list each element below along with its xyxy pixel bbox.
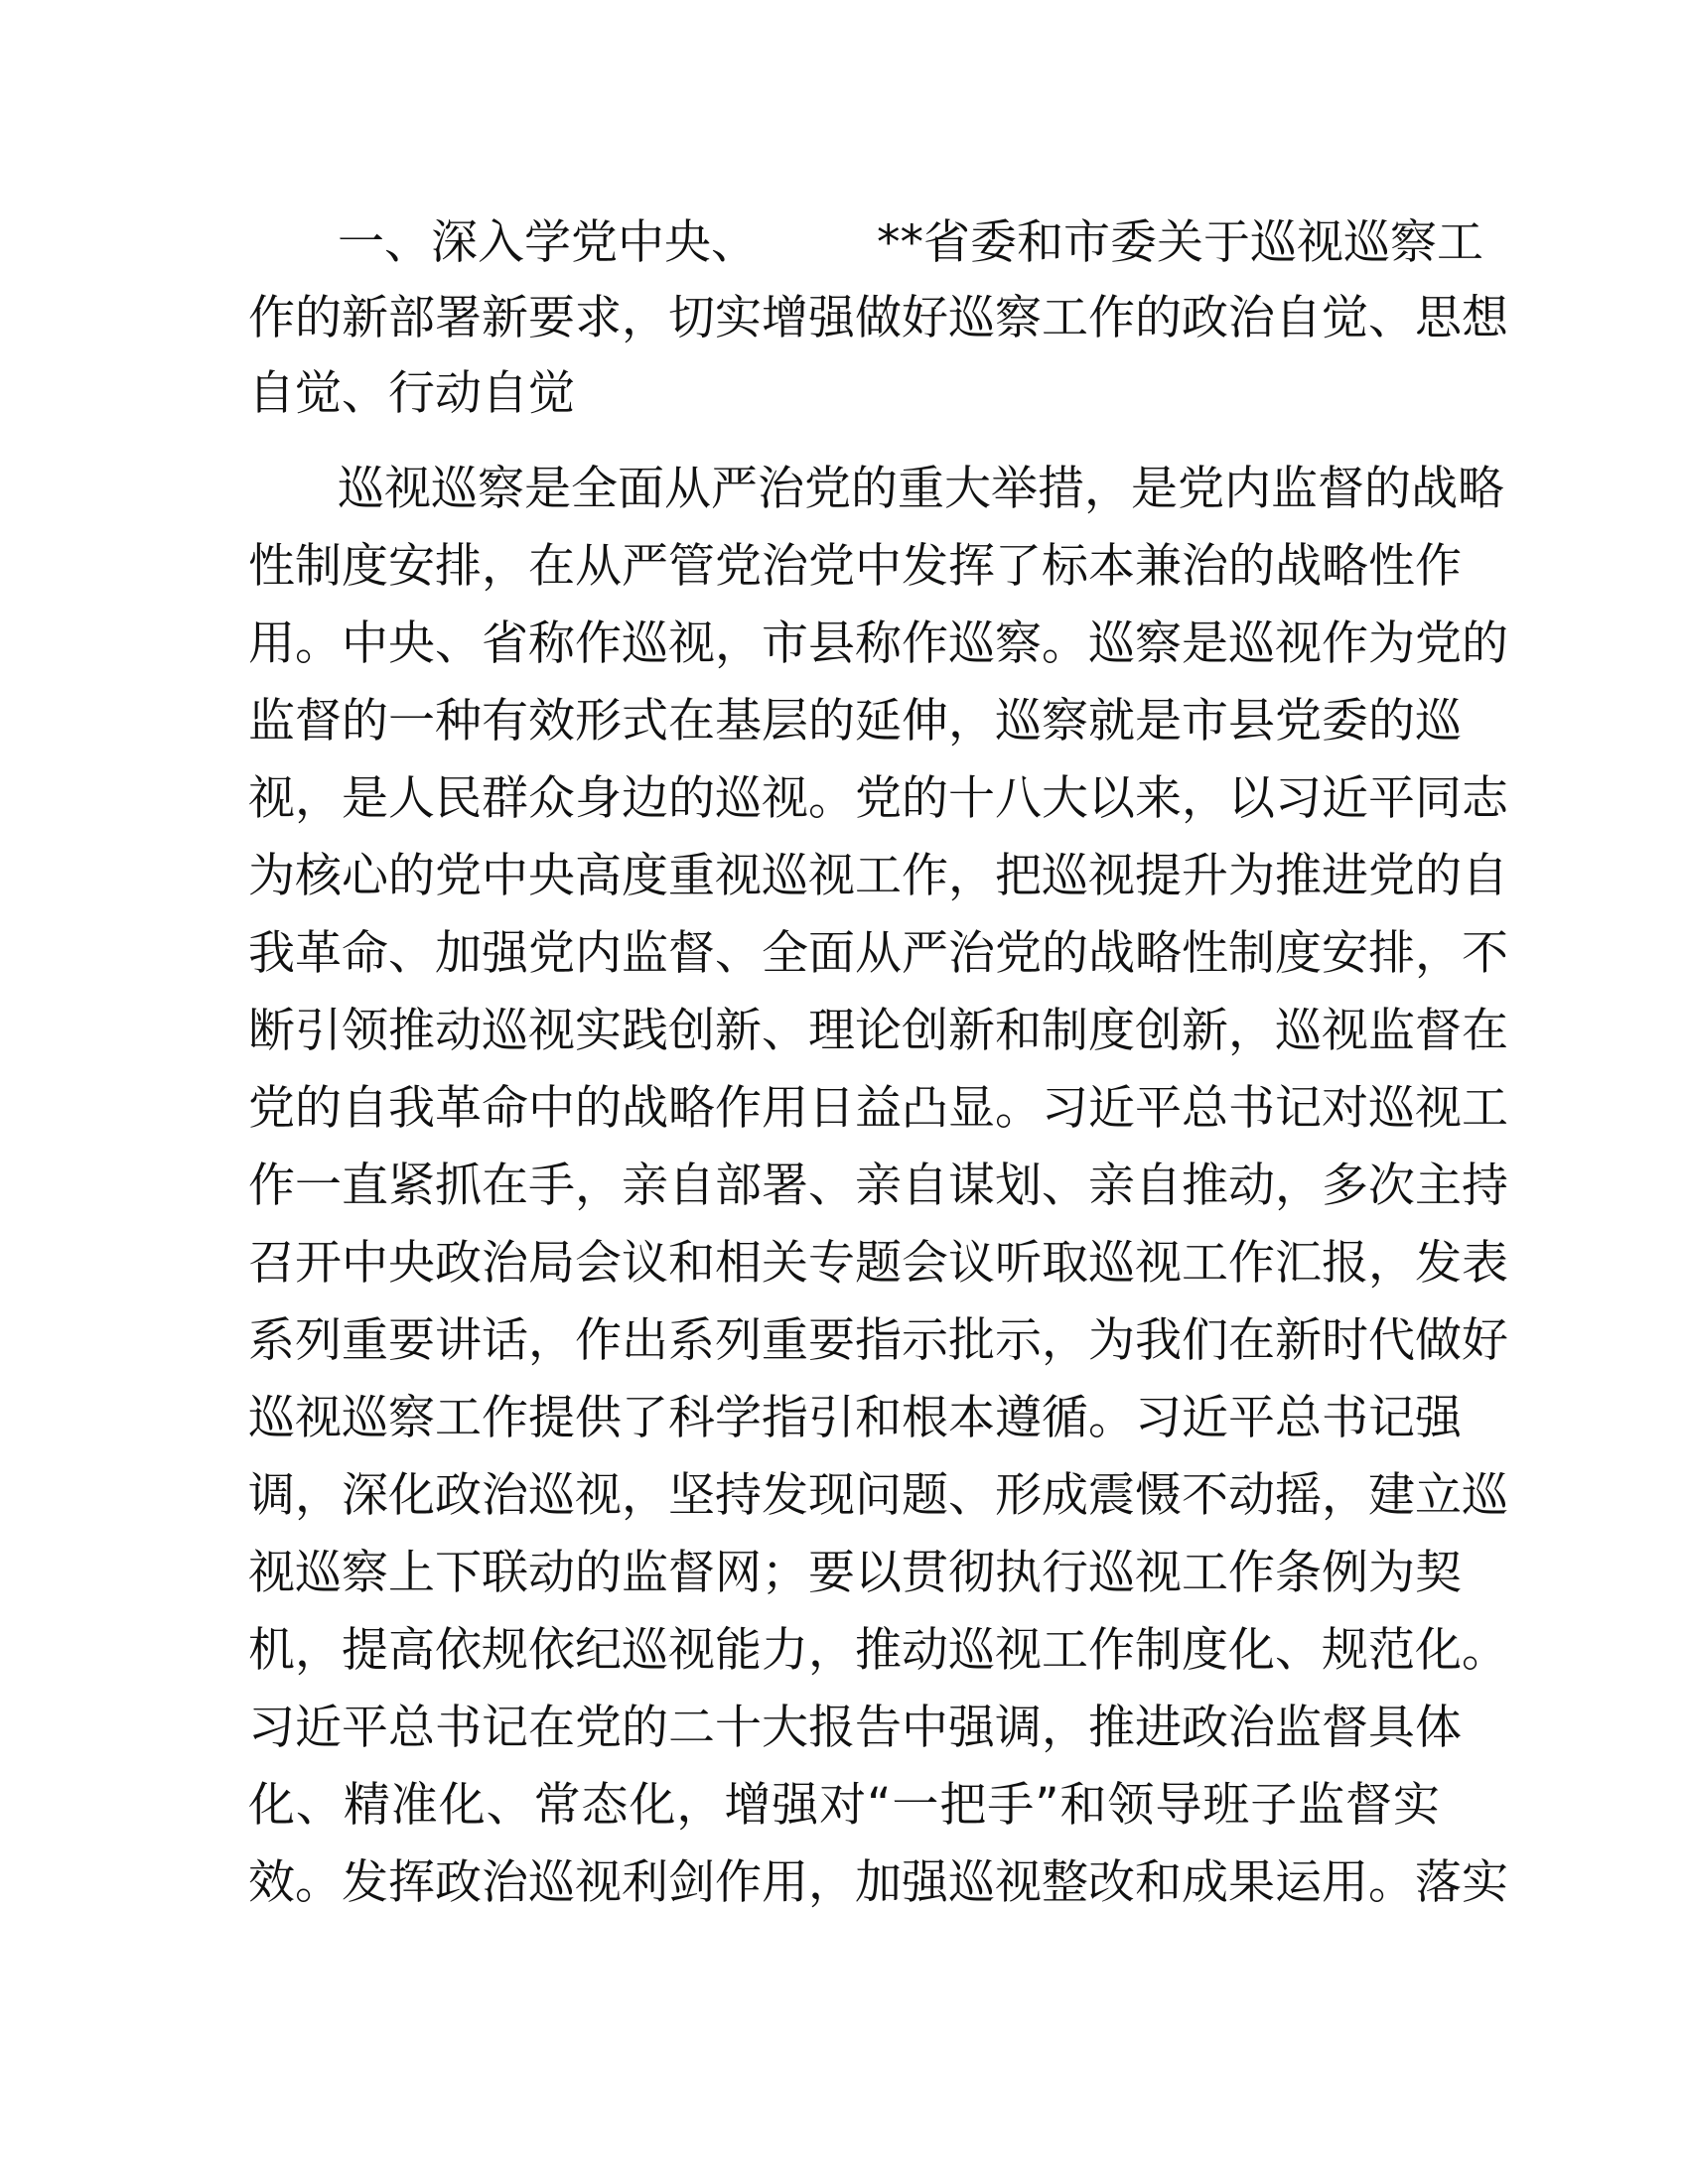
- body-line: 作一直紧抓在手，亲自部署、亲自谋划、亲自推动，多次主持: [248, 1159, 1508, 1213]
- body-line: 巡视巡察工作提供了科学指引和根本遵循。习近平总书记强: [248, 1391, 1462, 1445]
- body-line: 召开中央政治局会议和相关专题会议听取巡视工作汇报，发表: [248, 1236, 1508, 1291]
- body-line: 监督的一种有效形式在基层的延伸，巡察就是市县党委的巡: [248, 694, 1462, 749]
- body-line: 效。发挥政治巡视利剑作用，加强巡视整改和成果运用。落实: [248, 1855, 1508, 1910]
- body-line: 性制度安排，在从严管党治党中发挥了标本兼治的战略性作: [248, 539, 1462, 594]
- body-line: 用。中央、省称作巡视，市县称作巡察。巡察是巡视作为党的: [248, 616, 1508, 671]
- body-line: 断引领推动巡视实践创新、理论创新和制度创新，巡视监督在: [248, 1004, 1508, 1058]
- section-heading-line-3: 自觉、行动自觉: [248, 366, 575, 421]
- body-line: 习近平总书记在党的二十大报告中强调，推进政治监督具体: [248, 1701, 1462, 1755]
- body-line: 机，提高依规依纪巡视能力，推动巡视工作制度化、规范化。: [248, 1623, 1508, 1678]
- body-line: 调，深化政治巡视，坚持发现问题、形成震慑不动摇，建立巡: [248, 1468, 1508, 1523]
- body-line: 化、精准化、常态化，增强对“一把手”和领导班子监督实: [248, 1778, 1440, 1833]
- section-heading-line-1: [338, 213, 1483, 273]
- heading-part-2: **省委和市委关于巡视巡察工: [877, 215, 1483, 270]
- section-heading-line-2: 作的新部署新要求，切实增强做好巡察工作的政治自觉、思想: [248, 291, 1508, 345]
- body-line: 视，是人民群众身边的巡视。党的十八大以来，以习近平同志: [248, 771, 1508, 826]
- body-line: 党的自我革命中的战略作用日益凸显。习近平总书记对巡视工: [248, 1081, 1508, 1136]
- body-line: 系列重要讲话，作出系列重要指示批示，为我们在新时代做好: [248, 1313, 1508, 1368]
- body-line: 为核心的党中央高度重视巡视工作，把巡视提升为推进党的自: [248, 849, 1508, 903]
- body-line: 巡视巡察是全面从严治党的重大举措，是党内监督的战略: [338, 462, 1504, 516]
- body-line: 我革命、加强党内监督、全面从严治党的战略性制度安排，不: [248, 926, 1508, 981]
- body-line: 视巡察上下联动的监督网；要以贯彻执行巡视工作条例为契: [248, 1546, 1462, 1600]
- heading-part-1: 一、深入学党中央、: [338, 215, 758, 270]
